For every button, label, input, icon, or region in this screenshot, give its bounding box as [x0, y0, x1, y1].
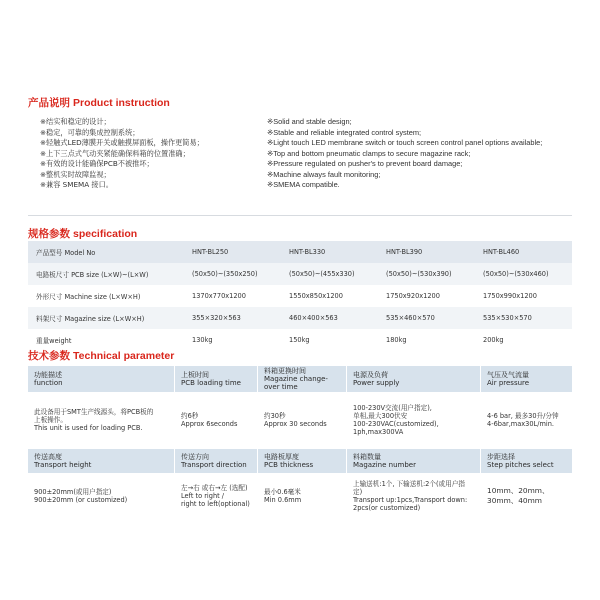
table-cell: HNT-BL250	[184, 241, 281, 263]
tech-value-line: Transport up:1pcs,Transport down:	[353, 496, 468, 504]
tech-header-cell	[347, 366, 480, 392]
tech-value-line: 4-6bar,max30L/min.	[487, 420, 554, 428]
tech-header-cn: 传送高度	[34, 453, 62, 461]
table-cell: 1750x990x1200	[483, 292, 537, 300]
technical-title	[28, 348, 174, 363]
tech-value-line: 上板操作。	[34, 416, 67, 424]
tech-value-cell	[28, 394, 174, 446]
tech-value-line: 单相,最大300伏安	[353, 412, 408, 420]
tech-header-en: Transport direction	[181, 461, 247, 469]
tech-value-line: 左→右 或右→左 (选配)	[181, 484, 248, 492]
tech-value-line: Left to right /	[181, 492, 225, 500]
table-cell: 料架尺寸 Magazine size (L×W×H)	[28, 307, 184, 329]
feature-en-item: ※Pressure regulated on pusher's to prevent board damage;	[267, 159, 463, 168]
tech-header-row-2	[28, 449, 572, 473]
tech-value-line: 约6秒	[181, 412, 199, 420]
feature-cn-item: ※轻触式LED薄膜开关或触摸屏面板，操作更简易；	[40, 138, 204, 147]
tech-value-line: 900±20mm (or customized)	[34, 496, 128, 504]
tech-value-line: Approx 6seconds	[181, 420, 238, 428]
table-cell: (50x50)~(350x250)	[184, 263, 281, 285]
specification-title	[28, 226, 137, 241]
tech-value-line: 10mm、20mm、	[487, 486, 550, 495]
features-cn-list	[40, 117, 204, 191]
table-cell: 1750x920x1200	[386, 292, 440, 300]
tech-header-cn: 料箱数量	[353, 453, 381, 461]
tech-header-en: function	[34, 379, 63, 387]
divider-line	[28, 215, 572, 216]
table-header-row	[28, 241, 572, 263]
tech-header-cn: 气压及气流量	[487, 371, 529, 379]
tech-value-cell	[175, 394, 257, 446]
specification-title-en: specification	[73, 228, 138, 240]
product-instruction-title	[28, 95, 170, 110]
tech-header-en: PCB thickness	[264, 461, 314, 469]
table-cell: 150kg	[289, 336, 310, 344]
tech-header-cell	[28, 449, 174, 473]
table-cell: HNT-BL390	[378, 241, 475, 263]
feature-en-item: ※Top and bottom pneumatic clamps to secure magazine rack;	[267, 148, 471, 158]
feature-en-item: ※Solid and stable design;	[267, 117, 352, 126]
tech-header-en: PCB loading time	[181, 379, 241, 387]
table-row	[28, 307, 572, 329]
tech-value-line: 4-6 bar, 最多30升/分钟	[487, 412, 559, 420]
tech-value-line: This unit is used for loading PCB.	[34, 424, 143, 432]
table-cell: 460×400×563	[281, 307, 378, 329]
tech-value-line: 约30秒	[264, 412, 286, 420]
table-row	[28, 263, 572, 285]
tech-header-en: Magazine change-	[264, 375, 328, 383]
feature-en-item: ※Light touch LED membrane switch or touch screen control panel options available;	[267, 138, 543, 147]
table-cell: HNT-BL460	[475, 241, 572, 263]
tech-header-cn: 料箱更换时间	[264, 367, 306, 375]
tech-value-line: 900±20mm(或用户指定)	[34, 488, 112, 496]
tech-header-cn: 功能描述	[34, 371, 62, 379]
tech-header-en: Transport height	[34, 461, 92, 469]
tech-header-en: Power supply	[353, 379, 400, 387]
tech-value-cell	[347, 394, 480, 446]
table-cell: 180kg	[386, 336, 407, 344]
table-cell: 200kg	[483, 336, 504, 344]
tech-header-cell	[258, 449, 346, 473]
tech-header-cell	[175, 449, 257, 473]
tech-value-line: Min 0.6mm	[264, 496, 302, 504]
specification-title-cn: 规格参数	[28, 228, 70, 240]
feature-cn-item: ※整机实时故障监视；	[40, 169, 111, 179]
tech-value-cell	[481, 394, 572, 446]
tech-value-line: 最小0.6毫米	[264, 488, 301, 496]
tech-header-cell	[258, 366, 346, 392]
table-cell: (50x50)~(530x390)	[378, 263, 475, 285]
table-cell: 产品型号 Model No	[28, 241, 184, 263]
table-cell: (50x50)~(455x330)	[281, 263, 378, 285]
tech-header-cell	[481, 366, 572, 392]
tech-value-line: Approx 30 seconds	[264, 420, 327, 428]
technical-title-cn: 技术参数	[28, 350, 70, 362]
tech-value-row-2	[28, 475, 572, 517]
table-cell: 电路板尺寸 PCB size (L×W)~(L×W)	[28, 263, 184, 285]
table-cell: 1370x770x1200	[192, 292, 246, 300]
feature-cn-item: ※稳定，可靠的集成控制系统；	[40, 127, 140, 137]
table-cell: 130kg	[192, 336, 213, 344]
tech-value-line: 100-230V交流(用户指定),	[353, 404, 432, 412]
tech-header-en: over time	[264, 383, 298, 391]
tech-value-cell	[28, 475, 174, 517]
tech-header-cell	[175, 366, 257, 392]
tech-header-row-1	[28, 366, 572, 392]
tech-header-cn: 传送方向	[181, 453, 209, 461]
feature-cn-item: ※结实和稳定的设计；	[40, 117, 111, 126]
tech-value-row-1	[28, 394, 572, 446]
product-instruction-title-en: Product instruction	[73, 97, 170, 109]
feature-en-item: ※Machine always fault monitoring;	[267, 169, 381, 179]
table-row	[28, 285, 572, 307]
tech-value-cell	[258, 394, 346, 446]
feature-cn-item: ※上下三点式气动夹紧能确保料箱的位置准确；	[40, 148, 190, 158]
feature-en-item: ※Stable and reliable integrated control system;	[267, 127, 422, 137]
tech-value-line: 上输送机:1个, 下输送机:2个(或用户指定)	[353, 480, 465, 496]
table-cell: HNT-BL330	[281, 241, 378, 263]
technical-title-en: Technical parameter	[73, 350, 175, 362]
tech-header-en: Step pitches select	[487, 461, 554, 469]
tech-value-line: 1ph,max300VA	[353, 428, 404, 436]
tech-header-cn: 上板时间	[181, 371, 209, 379]
tech-value-cell	[175, 475, 257, 517]
tech-value-line: right to left(optional)	[181, 500, 250, 508]
product-instruction-title-cn: 产品说明	[28, 97, 70, 109]
tech-value-cell	[258, 475, 346, 517]
tech-header-cn: 电源及负荷	[353, 371, 388, 379]
table-cell: 535×530×570	[475, 307, 572, 329]
table-cell: 535×460×570	[378, 307, 475, 329]
tech-value-line: 100-230VAC(customized),	[353, 420, 439, 428]
tech-value-line: 30mm、40mm	[487, 496, 542, 505]
table-cell: (50x50)~(530x460)	[475, 263, 572, 285]
tech-value-line: 此设备用于SMT生产线源头，将PCB板的	[34, 408, 154, 416]
feature-cn-item: ※有效的设计能确保PCB不被推坏；	[40, 159, 154, 168]
tech-header-cell	[347, 449, 480, 473]
tech-header-cn: 步距选择	[487, 453, 515, 461]
features-en-list	[267, 117, 542, 191]
tech-header-cn: 电路板厚度	[264, 453, 299, 461]
tech-value-line: 2pcs(or customized)	[353, 504, 421, 512]
tech-header-cell	[28, 366, 174, 392]
feature-cn-item: ※兼容 SMEMA 接口。	[40, 180, 113, 189]
feature-en-item: ※SMEMA compatible.	[267, 180, 340, 189]
tech-header-en: Magazine number	[353, 461, 416, 469]
specification-table	[28, 241, 572, 351]
table-cell: 1550x850x1200	[289, 292, 343, 300]
table-cell: 外形尺寸 Machine size (L×W×H)	[36, 293, 141, 301]
table-cell: 重量weight	[36, 337, 72, 345]
tech-value-cell	[481, 475, 572, 517]
tech-header-en: Air pressure	[487, 379, 530, 387]
tech-header-cell	[481, 449, 572, 473]
table-cell: 355×320×563	[184, 307, 281, 329]
tech-value-cell	[347, 475, 480, 517]
